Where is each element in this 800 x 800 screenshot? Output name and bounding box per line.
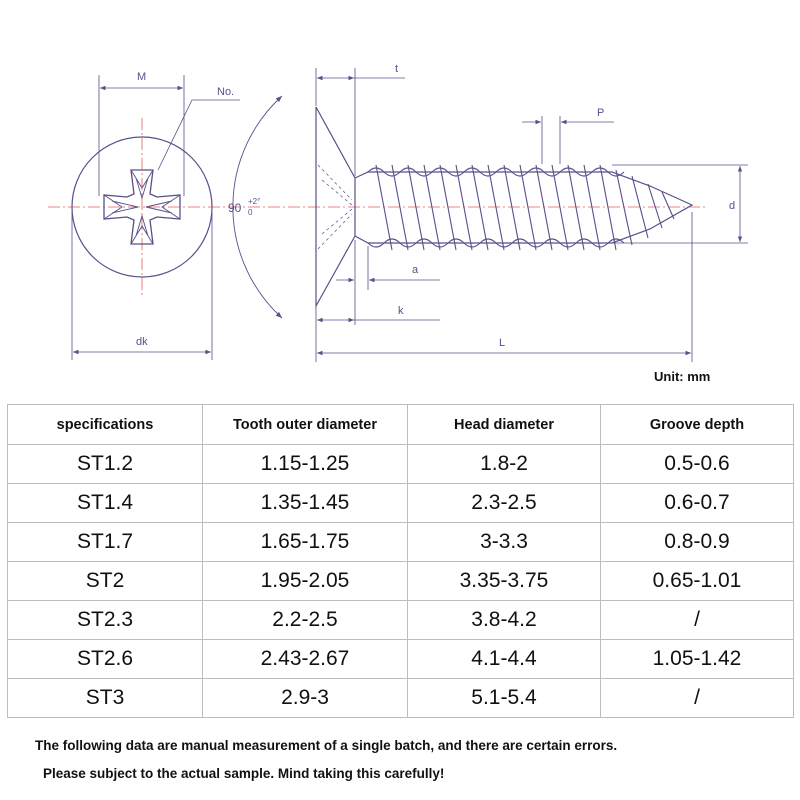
label-angle: 90 — [228, 201, 242, 215]
header-groove-depth: Groove depth — [601, 405, 794, 445]
label-angle-tol-lower: 0 — [248, 208, 253, 217]
cell-groove-depth: / — [601, 679, 794, 718]
spec-table — [7, 404, 794, 718]
countersunk-head — [316, 107, 355, 306]
head-top-view — [48, 75, 705, 360]
cell-tooth-diameter: 2.43-2.67 — [203, 640, 408, 679]
cell-head-diameter: 3-3.3 — [408, 523, 601, 562]
no-leader — [158, 100, 240, 170]
label-t: t — [395, 63, 399, 75]
cell-tooth-diameter: 2.9-3 — [203, 679, 408, 718]
screw-side-view — [233, 68, 748, 362]
cell-groove-depth: 1.05-1.42 — [601, 640, 794, 679]
cell-head-diameter: 4.1-4.4 — [408, 640, 601, 679]
cell-head-diameter: 5.1-5.4 — [408, 679, 601, 718]
cell-groove-depth: / — [601, 601, 794, 640]
label-angle-tol-upper: +2° — [248, 197, 261, 206]
unit-label: Unit: mm — [654, 369, 711, 384]
cell-groove-depth: 0.8-0.9 — [601, 523, 794, 562]
cell-spec: ST2.6 — [8, 640, 203, 679]
table-header-row — [8, 405, 794, 445]
header-specifications: specifications — [8, 405, 203, 445]
label-no: No. — [217, 86, 235, 98]
label-dk: dk — [136, 336, 148, 348]
cell-spec: ST1.4 — [8, 484, 203, 523]
label-p: P — [597, 107, 605, 119]
cell-tooth-diameter: 2.2-2.5 — [203, 601, 408, 640]
label-m: M — [137, 71, 147, 83]
cell-spec: ST2.3 — [8, 601, 203, 640]
table-row — [8, 679, 794, 718]
cell-spec: ST1.7 — [8, 523, 203, 562]
cell-head-diameter: 3.35-3.75 — [408, 562, 601, 601]
table-row — [8, 484, 794, 523]
cell-tooth-diameter: 1.65-1.75 — [203, 523, 408, 562]
cell-tooth-diameter: 1.35-1.45 — [203, 484, 408, 523]
cell-head-diameter: 1.8-2 — [408, 445, 601, 484]
cell-tooth-diameter: 1.15-1.25 — [203, 445, 408, 484]
label-k: k — [398, 305, 404, 317]
cell-groove-depth: 0.65-1.01 — [601, 562, 794, 601]
cell-groove-depth: 0.5-0.6 — [601, 445, 794, 484]
cell-head-diameter: 2.3-2.5 — [408, 484, 601, 523]
label-a: a — [412, 264, 419, 276]
cell-spec: ST1.2 — [8, 445, 203, 484]
table-row — [8, 523, 794, 562]
disclaimer-line-1: The following data are manual measurement of a single batch, and there are certain errors. — [35, 738, 618, 753]
label-d: d — [729, 200, 736, 212]
table-row — [8, 640, 794, 679]
cell-tooth-diameter: 1.95-2.05 — [203, 562, 408, 601]
label-l: L — [499, 337, 506, 349]
table-row — [8, 601, 794, 640]
cell-spec: ST2 — [8, 562, 203, 601]
header-tooth-outer-diameter: Tooth outer diameter — [203, 405, 408, 445]
table-row — [8, 445, 794, 484]
cell-head-diameter: 3.8-4.2 — [408, 601, 601, 640]
cell-spec: ST3 — [8, 679, 203, 718]
cell-groove-depth: 0.6-0.7 — [601, 484, 794, 523]
table-row — [8, 562, 794, 601]
disclaimer-line-2: Please subject to the actual sample. Mind taking this carefully! — [43, 766, 445, 781]
header-head-diameter: Head diameter — [408, 405, 601, 445]
